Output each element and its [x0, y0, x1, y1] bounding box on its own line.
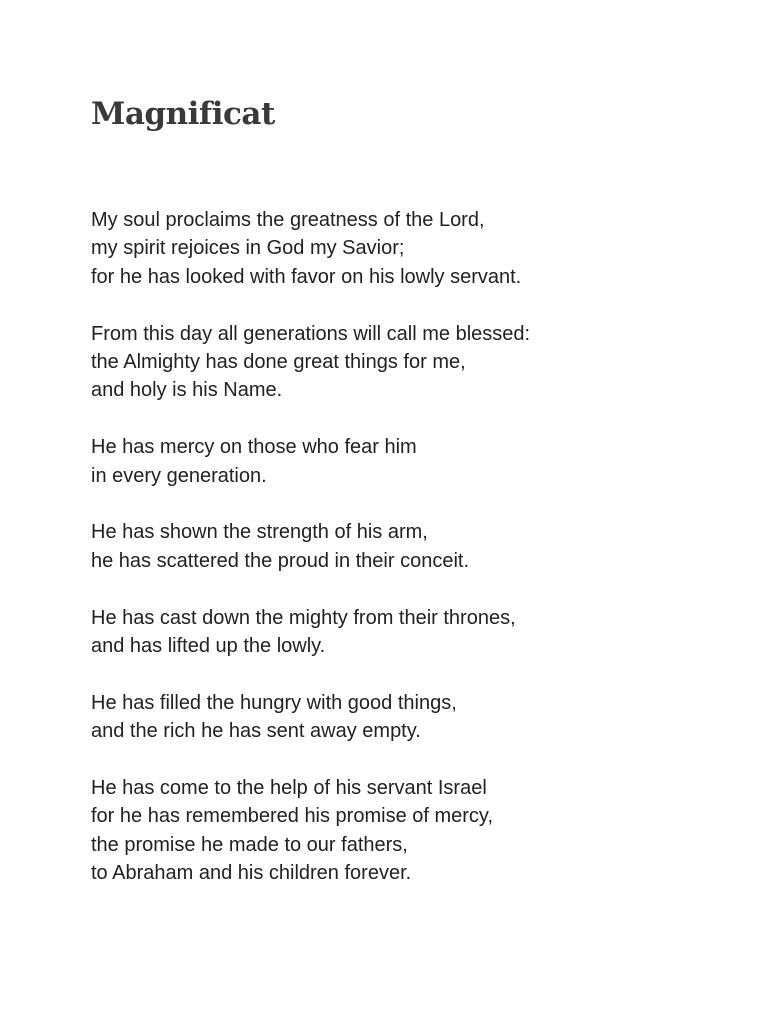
stanza	[91, 604, 731, 661]
canticle-body	[91, 206, 731, 916]
stanza	[91, 518, 731, 575]
verse-line: my spirit rejoices in God my Savior;	[91, 237, 405, 260]
verse-line: and the rich he has sent away empty.	[91, 720, 421, 743]
verse-line: He has come to the help of his servant Israel	[91, 777, 487, 800]
verse-line: the promise he made to our fathers,	[91, 833, 408, 856]
verse-line: and holy is his Name.	[91, 379, 283, 402]
verse-line: for he has remembered his promise of mercy,	[91, 805, 494, 828]
verse-line: in every generation.	[91, 464, 267, 487]
verse-line: He has shown the strength of his arm,	[91, 521, 428, 544]
verse-line: to Abraham and his children forever.	[91, 862, 412, 885]
verse-line: for he has looked with favor on his lowly servant.	[91, 265, 522, 288]
verse-line: he has scattered the proud in their conceit.	[91, 549, 470, 572]
stanza	[91, 433, 731, 490]
page-title: Magnificat	[91, 96, 275, 132]
stanza	[91, 774, 731, 888]
stanza	[91, 689, 731, 746]
verse-line: He has cast down the mighty from their thrones,	[91, 606, 516, 629]
stanza	[91, 206, 731, 291]
verse-line: My soul proclaims the greatness of the Lord,	[91, 209, 485, 231]
verse-line: He has mercy on those who fear him	[91, 436, 417, 459]
verse-line: He has filled the hungry with good things,	[91, 691, 457, 714]
verse-line: From this day all generations will call me blessed:	[91, 322, 531, 345]
stanza	[91, 320, 731, 405]
verse-line: the Almighty has done great things for me,	[91, 351, 466, 374]
verse-line: and has lifted up the lowly.	[91, 635, 326, 658]
